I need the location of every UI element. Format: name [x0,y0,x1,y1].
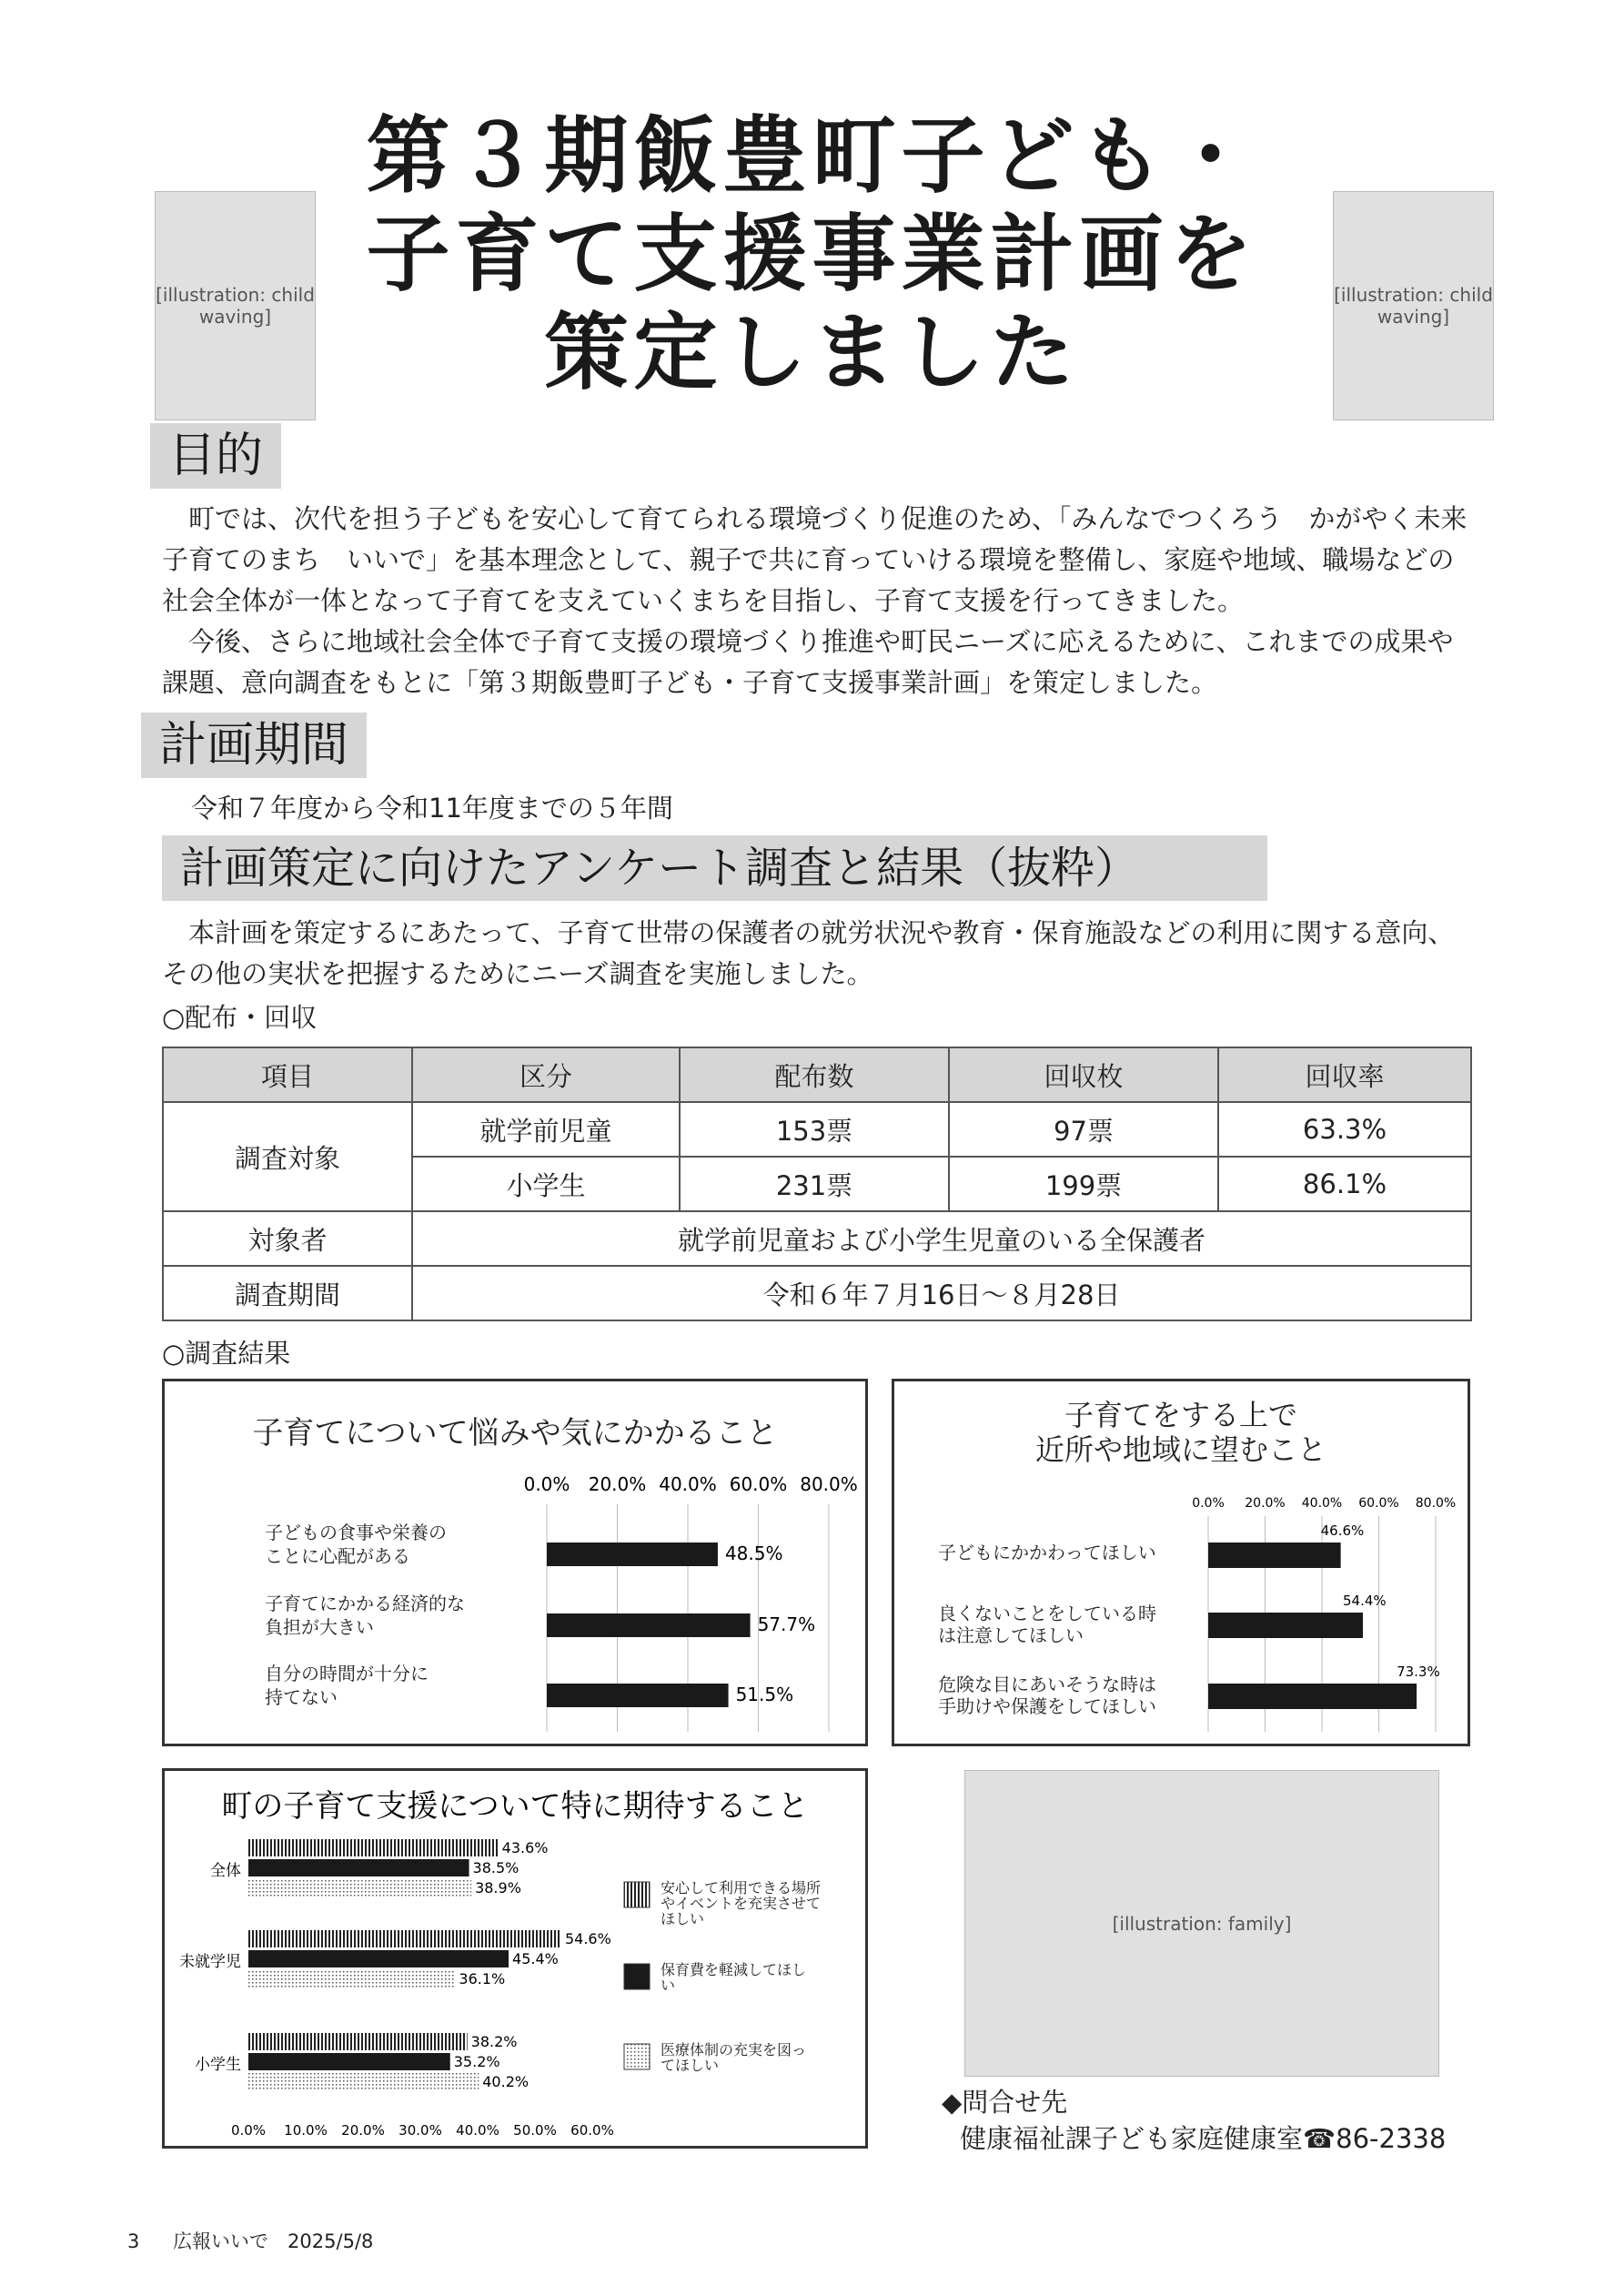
bar [1208,1542,1341,1568]
table-cell-subject-value: 就学前児童および小学生児童のいる全保護者 [412,1211,1471,1266]
survey-paragraph: 本計画を策定するにあたって、子育て世帯の保護者の就労状況や教育・保育施設などの利用に関する意向、その他の実状を把握するためにニーズ調査を実施しました。 [162,917,1455,989]
bar [248,1839,499,1856]
bar [248,1930,561,1947]
data-label: 38.9% [475,1879,521,1896]
data-label: 43.6% [501,1839,549,1856]
tick-label: 10.0% [284,2122,328,2139]
category-label: 子どもにかかわってほしい [938,1542,1156,1563]
table-cell-subject-label: 対象者 [163,1211,412,1266]
bar [248,2033,468,2050]
category-label: 未就学児 [179,1953,241,1971]
contact-line: 健康福祉課子ども家庭健康室☎86-2338 [960,2123,1447,2154]
tick-label: 60.0% [570,2122,614,2139]
child-illustration-right: [illustration: child waving] [1333,191,1494,420]
family-illustration: [illustration: family] [964,1770,1439,2077]
table-row [163,1102,1471,1157]
page-number: 3 [127,2230,140,2252]
table-header: 配布数 [680,1047,949,1102]
table-row [163,1266,1471,1320]
table-cell: 199票 [949,1157,1218,1211]
results-label: ○調査結果 [162,1338,291,1369]
chart-community [894,1381,1468,1744]
tick-label: 30.0% [398,2122,442,2139]
data-label: 73.3% [1397,1664,1440,1680]
category-label: 子育てにかかる経済的な負担が大きい [265,1593,465,1638]
chart-worries-box [162,1379,868,1746]
data-label: 46.6% [1320,1522,1365,1539]
chart-worries [165,1381,865,1744]
table-cell: 153票 [680,1102,949,1157]
table-header: 項目 [163,1047,412,1102]
bar [547,1542,718,1566]
legend-label: 医療体制の充実を図ってほしい [661,2041,807,2074]
category-label: 良くないことをしている時は注意してほしい [938,1603,1156,1646]
table-cell-target: 調査対象 [163,1102,412,1211]
tick-label: 40.0% [659,1473,717,1495]
data-label: 48.5% [724,1542,783,1564]
section-heading-survey: 計画策定に向けたアンケート調査と結果（抜粋） [162,835,1267,901]
publication-info: 広報いいで 2025/5/8 [173,2230,374,2252]
legend-swatch [624,1882,650,1907]
title-line-3: 策定しました [544,304,1080,401]
chart-expectations [165,1771,865,2146]
purpose-text [162,499,1494,703]
table-header: 回収率 [1218,1047,1471,1102]
data-label: 35.2% [453,2053,500,2070]
chart-community-box [892,1379,1470,1746]
chart-title: 町の子育て支援について特に期待すること [221,1788,809,1825]
category-label: 小学生 [195,2056,241,2074]
tick-label: 0.0% [1192,1496,1225,1511]
tick-label: 0.0% [523,1473,570,1495]
tick-label: 20.0% [1245,1496,1286,1511]
tick-label: 80.0% [1415,1496,1457,1511]
table-cell: 86.1% [1218,1157,1471,1211]
distribution-label: ○配布・回収 [162,1002,318,1033]
period-text: 令和７年度から令和11年度までの５年間 [191,793,673,824]
bar [248,1879,471,1896]
data-label: 45.4% [512,1950,559,1967]
table-row [163,1211,1471,1266]
chart-title: 子育てをする上で近所や地域に望むこと [1034,1398,1327,1467]
footer [127,2227,373,2254]
legend-swatch [624,2044,650,2069]
legend-label: 保育費を軽減してほしい [661,1961,807,1994]
legend-swatch [624,1964,650,1989]
category-label: 危険な目にあいそうな時は手助けや保護をしてほしい [938,1674,1156,1717]
table-header: 回収枚 [949,1047,1218,1102]
bar [547,1613,751,1637]
table-cell-period-label: 調査期間 [163,1266,412,1320]
bar [248,2073,479,2090]
category-label: 子どもの食事や栄養のことに心配がある [265,1522,447,1567]
data-label: 57.7% [757,1613,816,1635]
data-label: 38.5% [472,1859,519,1876]
section-heading-period: 計画期間 [141,713,367,778]
distribution-table [162,1047,1472,1321]
tick-label: 20.0% [588,1473,647,1495]
legend-label: 安心して利用できる場所やイベントを充実させてほしい [661,1879,822,1927]
bar [248,1970,455,1988]
section-heading-purpose: 目的 [150,423,281,489]
data-label: 40.2% [482,2073,530,2090]
page-title [300,107,1324,402]
survey-text [162,913,1472,995]
tick-label: 0.0% [230,2122,267,2139]
tick-label: 40.0% [1301,1496,1343,1511]
data-label: 38.2% [470,2033,518,2050]
bar [1208,1613,1363,1638]
tick-label: 60.0% [1358,1496,1399,1511]
chart-expectations-box [162,1768,868,2149]
table-cell: 就学前児童 [412,1102,680,1157]
bar [248,2053,450,2070]
tick-label: 20.0% [341,2122,385,2139]
data-label: 51.5% [735,1684,794,1705]
table-cell: 63.3% [1218,1102,1471,1157]
table-cell-period-value: 令和６年７月16日～８月28日 [412,1266,1471,1320]
tick-label: 40.0% [456,2122,499,2139]
table-cell: 97票 [949,1102,1218,1157]
title-line-2: 子育て支援事業計画を [366,206,1258,303]
purpose-paragraph-1: 町では、次代を担う子どもを安心して育てられる環境づくり促進のため、「みんなでつくろう かがやく未来 子育てのまち いいで」を基本理念として、親子で共に育っていける環境を整備し、家庭や地域、職場などの社会全体が一体となって子育てを支えていくまちを目指し、子育て支援を行ってきました。 [162,503,1494,616]
bar [547,1684,729,1707]
tick-label: 60.0% [729,1473,788,1495]
category-label: 全体 [210,1862,241,1880]
data-label: 54.6% [564,1930,611,1947]
chart-title: 子育てについて悩みや気にかかること [252,1415,778,1451]
data-label: 54.4% [1343,1593,1387,1609]
child-illustration-left: [illustration: child waving] [155,191,316,420]
table-header: 区分 [412,1047,680,1102]
bar [248,1859,469,1876]
title-line-1: 第３期飯豊町子ども・ [366,107,1258,205]
bar [248,1950,509,1967]
table-header-row [163,1047,1471,1102]
tick-label: 80.0% [800,1473,858,1495]
data-label: 36.1% [459,1970,506,1988]
table-cell: 231票 [680,1157,949,1211]
bar [1208,1684,1417,1709]
purpose-paragraph-2: 今後、さらに地域社会全体で子育て支援の環境づくり推進や町民ニーズに応えるために、これまでの成果や課題、意向調査をもとに「第３期飯豊町子ども・子育て支援事業計画」を策定しました。 [162,626,1454,698]
contact-heading: ◆問合せ先 [942,2087,1068,2118]
table-cell: 小学生 [412,1157,680,1211]
category-label: 自分の時間が十分に持てない [265,1663,429,1708]
contact-block [942,2084,1446,2157]
tick-label: 50.0% [513,2122,557,2139]
